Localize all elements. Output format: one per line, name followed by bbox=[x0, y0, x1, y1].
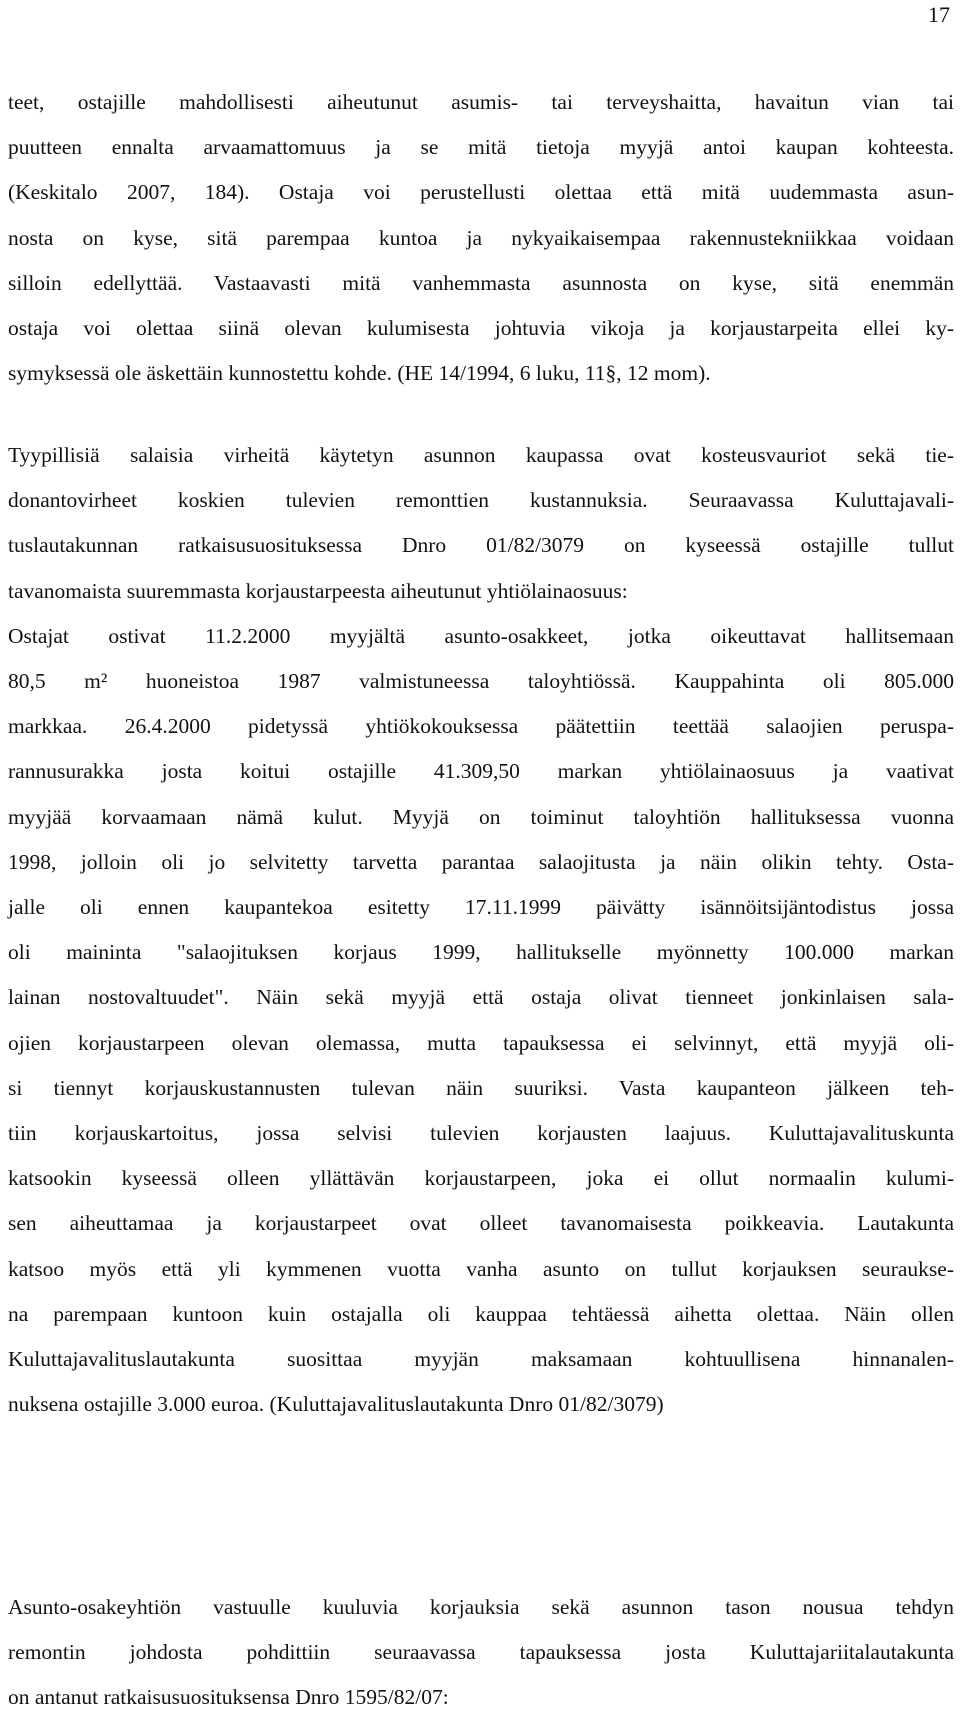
text-line: Asunto-osakeyhtiön vastuulle kuuluvia korjauksia sekä asunnon tason nousua tehdyn bbox=[8, 1595, 954, 1619]
text-line: silloin edellyttää. Vastaavasti mitä vanhemmasta asunnosta on kyse, sitä enemmän bbox=[8, 270, 954, 295]
text-line: tiin korjauskartoitus, jossa selvisi tulevien korjausten laajuus. Kuluttajavalituskunta bbox=[8, 1121, 954, 1146]
text-line: (Keskitalo 2007, 184). Ostaja voi perustellusti olettaa että mitä uudemmasta asun- bbox=[8, 180, 954, 205]
text-line: ostaja voi olettaa siinä olevan kulumisesta johtuvia vikoja ja korjaustarpeita ellei ky- bbox=[8, 316, 954, 341]
paragraph-3 bbox=[8, 1585, 954, 1721]
text-line: Ostajat ostivat 11.2.2000 myyjältä asunto-osakkeet, jotka oikeuttavat hallitsemaan bbox=[8, 623, 954, 648]
text-line: lainan nostovaltuudet". Näin sekä myyjä että ostaja olivat tienneet jonkinlaisen sala- bbox=[8, 985, 954, 1010]
text-line: nuksena ostajille 3.000 euroa. (Kuluttajavalituslautakunta Dnro 01/82/3079) bbox=[8, 1392, 664, 1417]
text-line: jalle oli ennen kaupantekoa esitetty 17.11.1999 päivätty isännöitsijäntodistus jossa bbox=[8, 895, 954, 920]
text-line: na parempaan kuntoon kuin ostajalla oli kauppaa tehtäessä aihetta olettaa. Näin ollen bbox=[8, 1301, 954, 1326]
text-line: ojien korjaustarpeen olevan olemassa, mutta tapauksessa ei selvinnyt, että myyjä oli- bbox=[8, 1030, 954, 1055]
text-line: sen aiheuttamaa ja korjaustarpeet ovat olleet tavanomaisesta poikkeavia. Lautakunta bbox=[8, 1211, 954, 1236]
text-line: markkaa. 26.4.2000 pidetyssä yhtiökokouksessa päätettiin teettää salaojien peruspa- bbox=[8, 714, 954, 739]
text-line: donantovirheet koskien tulevien remonttien kustannuksia. Seuraavassa Kuluttajavali- bbox=[8, 488, 954, 513]
text-line: oli maininta "salaojituksen korjaus 1999, hallitukselle myönnetty 100.000 markan bbox=[8, 940, 954, 965]
paragraph-1 bbox=[8, 80, 954, 396]
text-line: 80,5 m² huoneistoa 1987 valmistuneessa taloyhtiössä. Kauppahinta oli 805.000 bbox=[8, 669, 954, 694]
text-line: puutteen ennalta arvaamattomuus ja se mitä tietoja myyjä antoi kaupan kohteesta. bbox=[8, 135, 954, 160]
text-line: teet, ostajille mahdollisesti aiheutunut asumis- tai terveyshaitta, havaitun vian tai bbox=[8, 90, 954, 114]
text-line: tuslautakunnan ratkaisusuosituksessa Dnro 01/82/3079 on kyseessä ostajille tullut bbox=[8, 533, 954, 558]
text-line: rannusurakka josta koitui ostajille 41.309,50 markan yhtiölainaosuus ja vaativat bbox=[8, 759, 954, 784]
text-line: Tyypillisiä salaisia virheitä käytetyn asunnon kaupassa ovat kosteusvauriot sekä tie- bbox=[8, 443, 954, 467]
text-line: nosta on kyse, sitä parempaa kuntoa ja nykyaikaisempaa rakennustekniikkaa voidaan bbox=[8, 225, 954, 250]
text-line: myyjää korvaamaan nämä kulut. Myyjä on toiminut taloyhtiön hallituksessa vuonna bbox=[8, 804, 954, 829]
text-line: on antanut ratkaisusuosituksensa Dnro 1595/82/07: bbox=[8, 1685, 449, 1710]
text-line: si tiennyt korjauskustannusten tulevan näin suuriksi. Vasta kaupanteon jälkeen teh- bbox=[8, 1075, 954, 1100]
text-line: remontin johdosta pohdittiin seuraavassa tapauksessa josta Kuluttajariitalautakunta bbox=[8, 1640, 954, 1665]
paragraph-2 bbox=[8, 433, 954, 1427]
text-line: Kuluttajavalituslautakunta suosittaa myyjän maksamaan kohtuullisena hinnanalen- bbox=[8, 1347, 954, 1372]
text-line: 1998, jolloin oli jo selvitetty tarvetta parantaa salaojitusta ja näin olikin tehty. Osta- bbox=[8, 849, 954, 874]
page-number: 17 bbox=[928, 2, 950, 27]
text-line: symyksessä ole äskettäin kunnostettu kohde. (HE 14/1994, 6 luku, 11§, 12 mom). bbox=[8, 361, 711, 386]
text-line: tavanomaista suuremmasta korjaustarpeesta aiheutunut yhtiölainaosuus: bbox=[8, 578, 628, 603]
text-line: katsoo myös että yli kymmenen vuotta vanha asunto on tullut korjauksen seuraukse- bbox=[8, 1256, 954, 1281]
text-line: katsookin kyseessä olleen yllättävän korjaustarpeen, joka ei ollut normaalin kulumi- bbox=[8, 1166, 954, 1191]
